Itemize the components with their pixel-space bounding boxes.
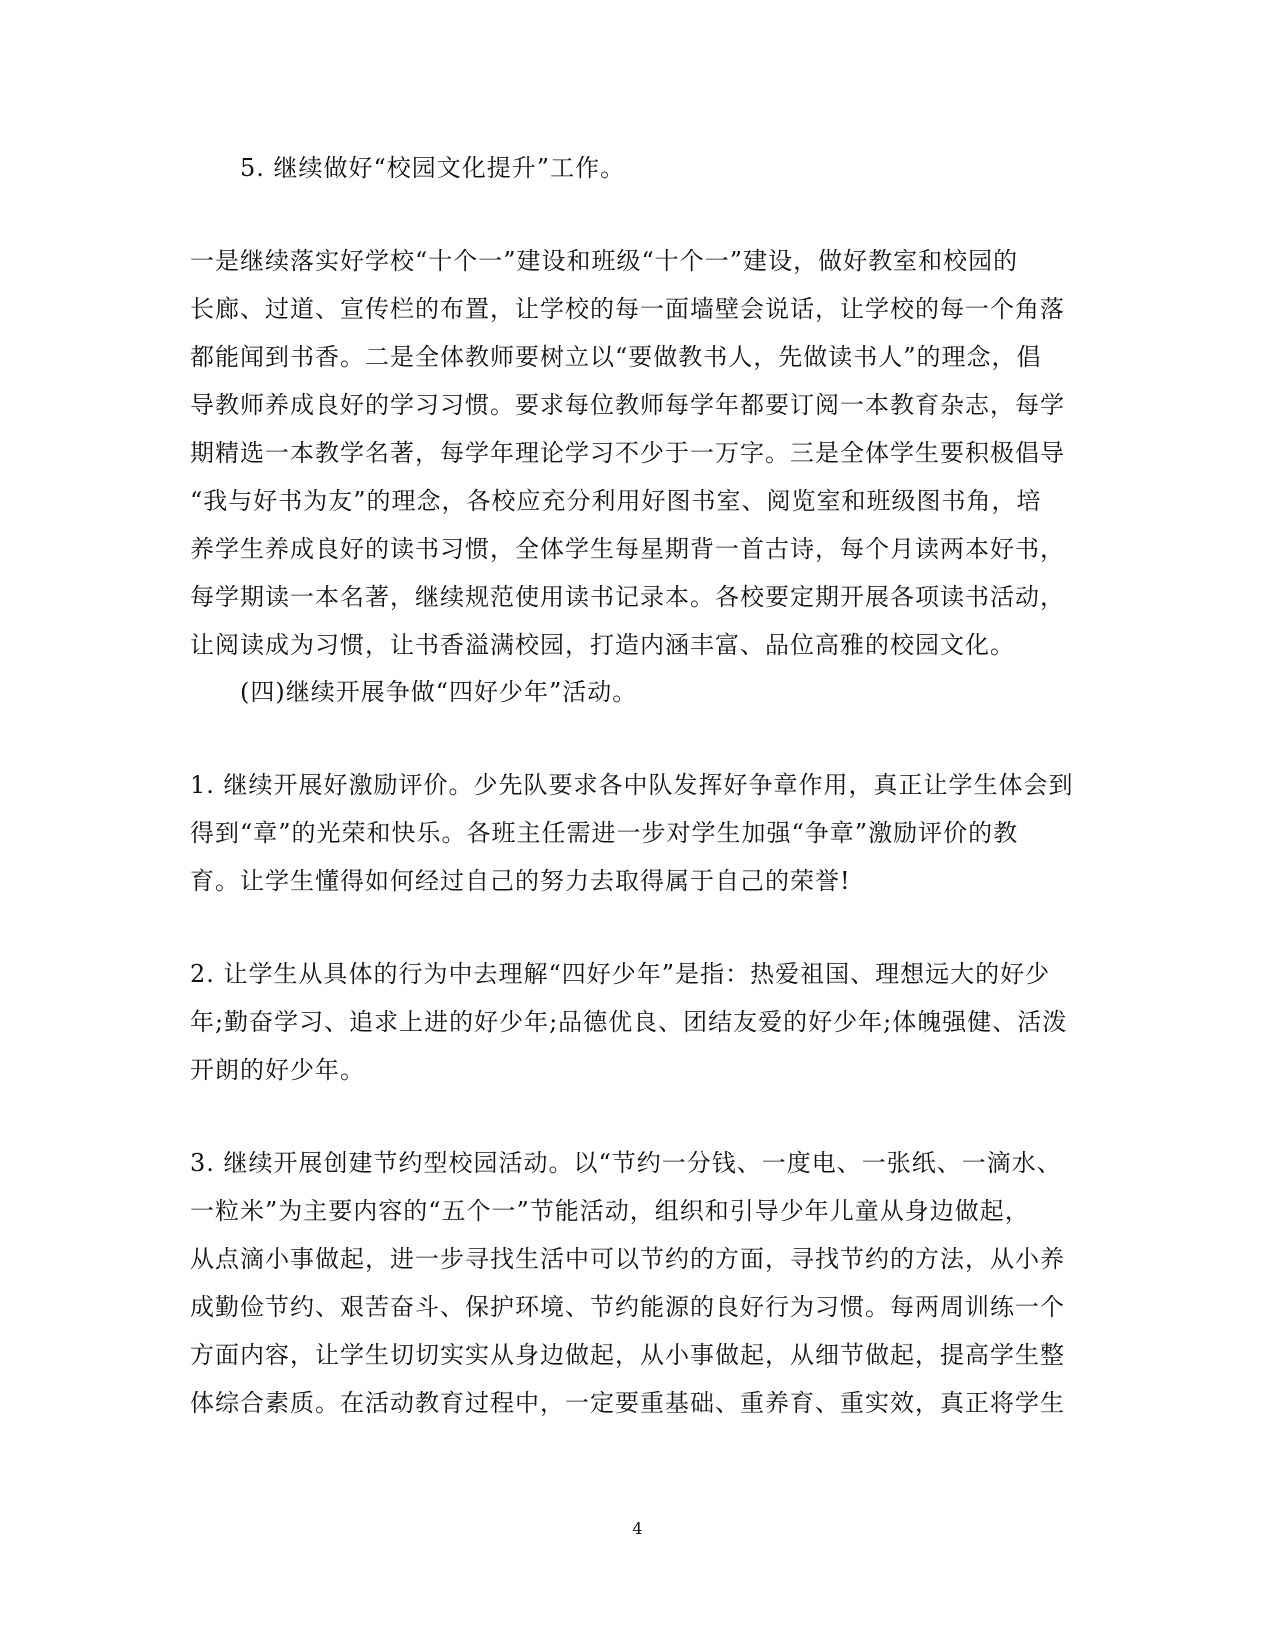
paragraph-line: 长廊、过道、宣传栏的布置，让学校的每一面墙壁会说话，让学校的每一个角落: [190, 295, 1065, 323]
paragraph-line: 2. 让学生从具体的行为中去理解“四好少年”是指：热爱祖国、理想远大的好少: [190, 960, 1051, 988]
paragraph-line: 体综合素质。在活动教育过程中，一定要重基础、重养育、重实效，真正将学生: [190, 1389, 1065, 1417]
paragraph-line: 从点滴小事做起，进一步寻找生活中可以节约的方面，寻找节约的方法，从小养: [190, 1245, 1065, 1273]
section-heading-5: 5. 继续做好“校园文化提升”工作。: [240, 154, 626, 182]
paragraph-line: 得到“章”的光荣和快乐。各班主任需进一步对学生加强“争章”激励评价的教: [190, 819, 1019, 847]
paragraph-line: 1. 继续开展好激励评价。少先队要求各中队发挥好争章作用，真正让学生体会到: [190, 771, 1074, 799]
paragraph-line: 年;勤奋学习、追求上进的好少年;品德优良、团结友爱的好少年;体魄强健、活泼: [190, 1008, 1068, 1036]
paragraph-line: 都能闻到书香。二是全体教师要树立以“要做教书人，先做读书人”的理念，倡: [190, 343, 1042, 371]
paragraph-line: 方面内容，让学生切切实实从身边做起，从小事做起，从细节做起，提高学生整: [190, 1341, 1065, 1369]
paragraph-line: 一是继续落实好学校“十个一”建设和班级“十个一”建设，做好教室和校园的: [190, 247, 1019, 275]
paragraph-line: “我与好书为友”的理念，各校应充分利用好图书室、阅览室和班级图书角，培: [190, 487, 1042, 515]
paragraph-line: 导教师养成良好的学习习惯。要求每位教师每学年都要订阅一本教育杂志，每学: [190, 391, 1065, 419]
section-heading-4: (四)继续开展争做“四好少年”活动。: [240, 678, 638, 706]
paragraph-line: 开朗的好少年。: [190, 1056, 365, 1084]
paragraph-line: 育。让学生懂得如何经过自己的努力去取得属于自己的荣誉!: [190, 867, 851, 895]
paragraph-line: 成勤俭节约、艰苦奋斗、保护环境、节约能源的良好行为习惯。每两周训练一个: [190, 1293, 1065, 1321]
paragraph-line: 期精选一本教学名著，每学年理论学习不少于一万字。三是全体学生要积极倡导: [190, 439, 1065, 467]
paragraph-line: 让阅读成为习惯，让书香溢满校园，打造内涵丰富、品位高雅的校园文化。: [190, 631, 1015, 659]
paragraph-line: 一粒米”为主要内容的“五个一”节能活动，组织和引导少年儿童从身边做起，: [190, 1197, 1030, 1225]
paragraph-line: 每学期读一本名著，继续规范使用读书记录本。各校要定期开展各项读书活动，: [190, 583, 1065, 611]
paragraph-line: 养学生养成良好的读书习惯，全体学生每星期背一首古诗，每个月读两本好书，: [190, 535, 1065, 563]
paragraph-line: 3. 继续开展创建节约型校园活动。以“节约一分钱、一度电、一张纸、一滴水、: [190, 1149, 1062, 1177]
page-number: 4: [632, 1519, 643, 1538]
